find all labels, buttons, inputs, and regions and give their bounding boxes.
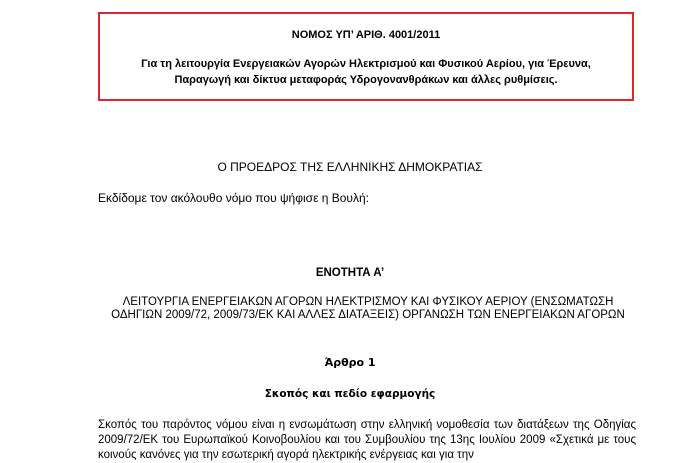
article-title: Σκοπός και πεδίο εφαρμογής (264, 388, 436, 400)
section-title: ΛΕΙΤΟΥΡΓΙΑ ΕΝΕΡΓΕΙΑΚΩΝ ΑΓΟΡΩΝ ΗΛΕΚΤΡΙΣΜΟΥ ΚΑΙ ΦΥΣΙΚΟΥ ΑΕΡΙΟΥ (ΕΝΣΩΜΑΤΩΣΗ ΟΔΗΓΙΩΝ 2009/72, 2009/73/ΕΚ ΚΑΙ ΑΛΛΕΣ ΔΙΑΤΑΞΕΙΣ) ΟΡΓΑΝΩΣΗ ΤΩΝ ΕΝΕΡΓΕΙΑΚΩΝ ΑΓΟΡΩΝ (111, 296, 625, 321)
president-heading: Ο ΠΡΟΕΔΡΟΣ ΤΗΣ ΕΛΛΗΝΙΚΗΣ ΔΗΜΟΚΡΑΤΙΑΣ (217, 160, 483, 174)
section-heading: ΕΝΟΤΗΤΑ Α’ (315, 267, 385, 279)
promulgation-text: Εκδίδομε τον ακόλουθο νόμο που ψήφισε η Βουλή: (98, 191, 370, 205)
law-number: ΝΟΜΟΣ ΥΠ’ ΑΡΙΘ. 4001/2011 (291, 29, 441, 41)
law-description: Για τη λειτουργία Ενεργειακών Αγορών Ηλεκτρισμού και Φυσικού Αερίου, για Έρευνα, Παραγωγή και δίκτυα μεταφοράς Υδρογονανθράκων και άλλες ρυθμίσεις. (141, 58, 591, 86)
article-body: Σκοπός του παρόντος νόμου είναι η ενσωμάτωση στην ελληνική νομοθεσία των διατάξεων της Οδηγίας 2009/72/ΕΚ του Ευρωπαϊκού Κοινοβουλίου και του Συμβουλίου της 13ης Ιουλίου 2009 «Σχετικά με τους κοινούς κανόνες για την εσωτερική αγορά ηλεκτρικής ενέργειας και για την (98, 419, 636, 461)
law-title-box (98, 12, 634, 101)
article-heading: Άρθρο 1 (324, 356, 376, 369)
